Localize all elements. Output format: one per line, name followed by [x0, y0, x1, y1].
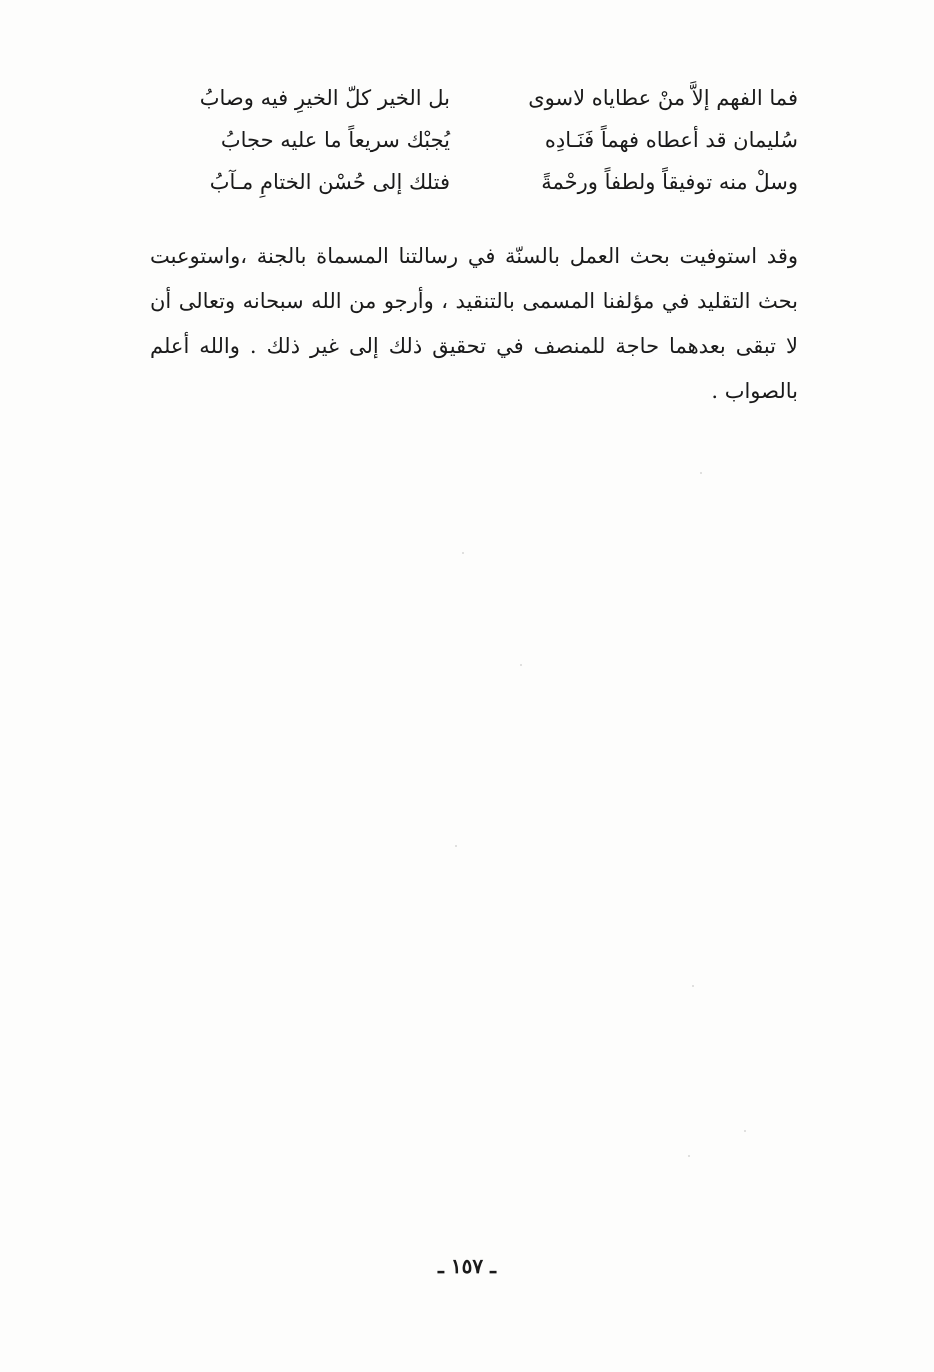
- verse-second-hemistich: فتلك إلى حُسْن الختامِ مـآبُ: [209, 170, 450, 195]
- verse-first-hemistich: وسلْ منه توفيقاً ولطفاً ورحْمةً: [541, 170, 798, 195]
- poem-block: [150, 78, 798, 204]
- poem-verse: [150, 120, 798, 162]
- prose-block: [150, 234, 798, 414]
- scan-speck: [692, 985, 694, 987]
- page-number: ـ ١٥٧ ـ: [438, 1254, 496, 1278]
- scan-speck: [700, 472, 702, 474]
- poem-verse: [150, 78, 798, 120]
- scan-speck: [462, 552, 464, 554]
- verse-first-hemistich: سُليمان قد أعطاه فهماً فَنَـادِه: [544, 128, 798, 153]
- verse-second-hemistich: يُجبْك سريعاً ما عليه حجابُ: [220, 128, 450, 153]
- scan-speck: [520, 664, 522, 666]
- prose-paragraph: وقد استوفيت بحث العمل بالسنّة في رسالتنا المسماة بالجنة ،واستوعبت بحث التقليد في مؤلفنا المسمى بالتنقيد ، وأرجو من الله سبحانه وتعالى أن لا تبقى بعدهما حاجة للمنصف في تحقيق ذلك إلى غير ذلك . والله أعلم بالصواب .: [150, 244, 798, 403]
- scan-speck: [744, 1130, 746, 1132]
- scan-speck: [455, 845, 457, 847]
- verse-first-hemistich: فما الفهم إلاَّ منْ عطاياه لاسوى: [528, 86, 798, 111]
- verse-second-hemistich: بل الخير كلّ الخيرِ فيه وصابُ: [199, 86, 450, 111]
- scan-speck: [688, 1155, 690, 1157]
- poem-verse: [150, 162, 798, 204]
